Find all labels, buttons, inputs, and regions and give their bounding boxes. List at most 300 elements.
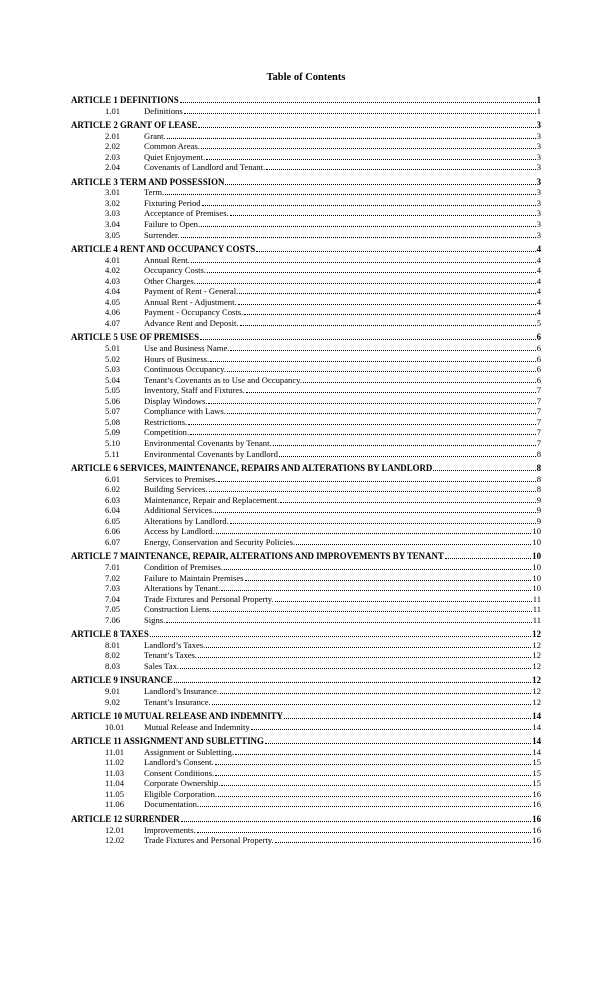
- article-heading-row[interactable]: [71, 332, 541, 343]
- section-row[interactable]: [71, 562, 541, 573]
- page-number: 12: [532, 696, 541, 707]
- section-row[interactable]: [71, 354, 541, 365]
- section-row[interactable]: [71, 573, 541, 584]
- dot-leader: [216, 533, 532, 534]
- section-row[interactable]: [71, 757, 541, 768]
- article-heading-row[interactable]: [71, 551, 541, 562]
- dot-leader: [221, 785, 531, 786]
- dot-leader: [279, 456, 536, 457]
- page-number: 8: [536, 484, 541, 495]
- article-heading: ARTICLE 10 MUTUAL RELEASE AND INDEMNITY: [71, 711, 283, 722]
- section-title: Trade Fixtures and Personal Property.: [144, 835, 274, 846]
- section-row[interactable]: [71, 789, 541, 800]
- page-number: 4: [536, 244, 541, 255]
- page-number: 7: [536, 385, 541, 396]
- article-heading-row[interactable]: [71, 736, 541, 747]
- section-title: Payment - Occupancy Costs.: [144, 307, 244, 318]
- section-number: 2.01: [105, 130, 121, 141]
- section-number: 10.01: [105, 721, 125, 732]
- article-block: [71, 814, 541, 846]
- section-title: Term.: [144, 187, 165, 198]
- page-number: 12: [532, 639, 541, 650]
- article-heading-row[interactable]: [71, 120, 541, 131]
- section-row[interactable]: [71, 131, 541, 142]
- page-number: 11: [532, 593, 541, 604]
- dot-leader: [296, 544, 531, 545]
- section-number: 11.02: [105, 757, 125, 768]
- dot-leader: [209, 491, 536, 492]
- page-number: 6: [536, 343, 541, 354]
- section-title: Landlord’s Consent.: [144, 757, 214, 768]
- dot-leader: [200, 339, 535, 340]
- section-row[interactable]: [71, 537, 541, 548]
- dot-leader: [191, 262, 536, 263]
- section-title: Use and Business Name.: [144, 343, 230, 354]
- section-title: Covenants of Landlord and Tenant.: [144, 162, 266, 173]
- page-number: 16: [532, 835, 541, 846]
- dot-leader: [230, 350, 535, 351]
- section-row[interactable]: [71, 747, 541, 758]
- dot-leader: [198, 657, 531, 658]
- article-block: [71, 177, 541, 240]
- section-row[interactable]: [71, 406, 541, 417]
- page-number: 7: [536, 437, 541, 448]
- dot-leader: [165, 194, 536, 195]
- section-row[interactable]: [71, 778, 541, 789]
- section-row[interactable]: [71, 364, 541, 375]
- section-number: 6.07: [105, 536, 121, 547]
- section-title: Acceptance of Premises.: [144, 208, 229, 219]
- section-number: 5.08: [105, 416, 121, 427]
- section-title: Inventory, Staff and Fixtures.: [144, 385, 245, 396]
- section-number: 4.03: [105, 275, 121, 286]
- dot-leader: [198, 127, 535, 128]
- section-number: 7.05: [105, 604, 121, 615]
- article-block: [71, 711, 541, 732]
- section-row[interactable]: [71, 661, 541, 672]
- page-number: 12: [532, 675, 541, 686]
- section-row[interactable]: [71, 438, 541, 449]
- dot-leader: [150, 636, 531, 637]
- dot-leader: [218, 481, 535, 482]
- page-number: 12: [532, 650, 541, 661]
- page-number: 10: [532, 526, 541, 537]
- section-title: Restrictions.: [144, 416, 188, 427]
- dot-leader: [230, 215, 536, 216]
- dot-leader: [256, 251, 535, 252]
- section-row[interactable]: [71, 141, 541, 152]
- page-number: 3: [536, 208, 541, 219]
- section-row[interactable]: [71, 594, 541, 605]
- dot-leader: [265, 743, 531, 744]
- dot-leader: [197, 283, 536, 284]
- page-number: 11: [532, 604, 541, 615]
- section-row[interactable]: [71, 722, 541, 733]
- section-title: Fixturing Period: [144, 197, 201, 208]
- section-number: 6.04: [105, 505, 121, 516]
- dot-leader: [201, 148, 536, 149]
- section-number: 4.04: [105, 286, 121, 297]
- article-block: [71, 332, 541, 459]
- section-row[interactable]: [71, 417, 541, 428]
- section-row[interactable]: [71, 297, 541, 308]
- section-row[interactable]: [71, 187, 541, 198]
- section-row[interactable]: [71, 526, 541, 537]
- page-number: 14: [532, 711, 541, 722]
- article-heading: ARTICLE 6 SERVICES, MAINTENANCE, REPAIRS AND ALTERATIONS BY LANDLORD: [71, 463, 433, 474]
- section-title: Failure to Maintain Premises: [144, 572, 244, 583]
- section-title: Advance Rent and Deposit.: [144, 317, 239, 328]
- section-title: Sales Tax.: [144, 660, 180, 671]
- section-row[interactable]: [71, 516, 541, 527]
- page-number: 7: [536, 416, 541, 427]
- page-number: 3: [536, 141, 541, 152]
- section-row[interactable]: [71, 219, 541, 230]
- section-number: 3.02: [105, 197, 121, 208]
- page-number: 16: [532, 799, 541, 810]
- dot-leader: [303, 382, 536, 383]
- article-block: [71, 120, 541, 173]
- dot-leader: [180, 668, 531, 669]
- dot-leader: [238, 304, 536, 305]
- section-title: Definitions: [144, 105, 183, 116]
- dot-leader: [190, 434, 536, 435]
- page-number: 4: [536, 296, 541, 307]
- dot-leader: [284, 718, 531, 719]
- page-number: 9: [536, 505, 541, 516]
- page-number: 14: [532, 721, 541, 732]
- dot-leader: [230, 523, 536, 524]
- article-block: [71, 244, 541, 328]
- section-row[interactable]: [71, 825, 541, 836]
- page-number: 4: [536, 265, 541, 276]
- section-title: Environmental Covenants by Tenant.: [144, 437, 272, 448]
- page-number: 7: [536, 395, 541, 406]
- page-number: 9: [536, 494, 541, 505]
- section-title: Assignment or Subletting.: [144, 746, 234, 757]
- dot-leader: [184, 113, 536, 114]
- article-heading-row[interactable]: [71, 675, 541, 686]
- dot-leader: [273, 445, 536, 446]
- section-row[interactable]: [71, 396, 541, 407]
- dot-leader: [197, 832, 532, 833]
- section-number: 6.01: [105, 473, 121, 484]
- dot-leader: [207, 272, 536, 273]
- section-number: 11.03: [105, 767, 125, 778]
- page-number: 7: [536, 427, 541, 438]
- dot-leader: [206, 159, 536, 160]
- article-block: [71, 736, 541, 810]
- section-title: Services to Premises.: [144, 473, 218, 484]
- article-heading-row[interactable]: [71, 711, 541, 722]
- page-number: 5: [536, 317, 541, 328]
- section-number: 3.05: [105, 229, 121, 240]
- section-row[interactable]: [71, 427, 541, 438]
- section-title: Building Services.: [144, 484, 208, 495]
- section-title: Display Windows.: [144, 395, 208, 406]
- section-row[interactable]: [71, 230, 541, 241]
- section-title: Construction Liens.: [144, 604, 212, 615]
- section-row[interactable]: [71, 449, 541, 460]
- section-number: 6.02: [105, 484, 121, 495]
- page-number: 4: [536, 307, 541, 318]
- article-heading-row[interactable]: [71, 95, 541, 106]
- dot-leader: [174, 682, 531, 683]
- dot-leader: [225, 184, 535, 185]
- section-row[interactable]: [71, 255, 541, 266]
- section-row[interactable]: [71, 276, 541, 287]
- section-number: 5.10: [105, 437, 121, 448]
- section-number: 2.04: [105, 162, 121, 173]
- page-number: 10: [532, 536, 541, 547]
- section-row[interactable]: [71, 152, 541, 163]
- section-number: 5.02: [105, 353, 121, 364]
- page-number: 3: [536, 197, 541, 208]
- article-heading: ARTICLE 3 TERM AND POSSESSION: [71, 176, 225, 187]
- section-number: 11.06: [105, 799, 125, 810]
- section-title: Signs.: [144, 614, 166, 625]
- section-row[interactable]: [71, 615, 541, 626]
- page-number: 8: [536, 448, 541, 459]
- dot-leader: [206, 647, 531, 648]
- section-number: 9.01: [105, 685, 121, 696]
- dot-leader: [227, 371, 536, 372]
- dot-leader: [244, 314, 535, 315]
- dot-leader: [251, 729, 532, 730]
- section-number: 5.03: [105, 364, 121, 375]
- page-number: 8: [536, 473, 541, 484]
- page-number: 6: [536, 353, 541, 364]
- section-row[interactable]: [71, 106, 541, 117]
- section-row[interactable]: [71, 318, 541, 329]
- section-title: Compliance with Laws.: [144, 406, 226, 417]
- dot-leader: [213, 611, 532, 612]
- section-title: Annual Rent.: [144, 254, 190, 265]
- section-title: Documentation.: [144, 799, 200, 810]
- dot-leader: [266, 169, 536, 170]
- section-number: 7.04: [105, 593, 121, 604]
- section-row[interactable]: [71, 505, 541, 516]
- section-number: 4.01: [105, 254, 121, 265]
- section-number: 3.01: [105, 187, 121, 198]
- dot-leader: [275, 842, 532, 843]
- section-number: 3.03: [105, 208, 121, 219]
- page-number: 6: [536, 374, 541, 385]
- article-block: [71, 629, 541, 671]
- section-row[interactable]: [71, 343, 541, 354]
- dot-leader: [167, 138, 536, 139]
- section-title: Surrender.: [144, 229, 180, 240]
- dot-leader: [202, 205, 536, 206]
- section-title: Energy, Conservation and Security Policies.: [144, 536, 296, 547]
- page-number: 3: [536, 162, 541, 173]
- dot-leader: [180, 102, 536, 103]
- article-heading-row[interactable]: [71, 629, 541, 640]
- section-row[interactable]: [71, 650, 541, 661]
- section-number: 5.05: [105, 385, 121, 396]
- page-number: 6: [536, 332, 541, 343]
- article-heading: ARTICLE 4 RENT AND OCCUPANCY COSTS: [71, 244, 256, 255]
- dot-leader: [240, 325, 536, 326]
- page-number: 10: [532, 551, 541, 562]
- section-title: Payment of Rent - General.: [144, 286, 239, 297]
- page-number: 3: [536, 130, 541, 141]
- section-title: Maintenance, Repair and Replacement.: [144, 494, 280, 505]
- dot-leader: [235, 754, 531, 755]
- section-number: 8.02: [105, 650, 121, 661]
- section-number: 6.03: [105, 494, 121, 505]
- section-row[interactable]: [71, 768, 541, 779]
- article-heading-row[interactable]: [71, 814, 541, 825]
- section-number: 4.07: [105, 317, 121, 328]
- section-row[interactable]: [71, 162, 541, 173]
- article-heading: ARTICLE 1 DEFINITIONS: [71, 95, 179, 105]
- section-number: 2.03: [105, 151, 121, 162]
- page-number: 12: [532, 629, 541, 640]
- section-row[interactable]: [71, 286, 541, 297]
- section-title: Other Charges.: [144, 275, 196, 286]
- section-row[interactable]: [71, 198, 541, 209]
- article-heading: ARTICLE 2 GRANT OF LEASE: [71, 120, 198, 131]
- page-number: 9: [536, 515, 541, 526]
- section-title: Additional Services.: [144, 505, 215, 516]
- section-title: Tenant’s Covenants as to Use and Occupancy.: [144, 374, 303, 385]
- section-row[interactable]: [71, 604, 541, 615]
- dot-leader: [181, 237, 536, 238]
- section-number: 12.02: [105, 835, 125, 846]
- section-number: 7.01: [105, 561, 121, 572]
- dot-leader: [227, 413, 536, 414]
- section-row[interactable]: [71, 697, 541, 708]
- section-number: 12.01: [105, 824, 125, 835]
- section-number: 5.04: [105, 374, 121, 385]
- article-heading: ARTICLE 9 INSURANCE: [71, 675, 173, 686]
- section-number: 8.03: [105, 660, 121, 671]
- page-title: Table of Contents: [266, 72, 346, 83]
- page-number: 3: [536, 151, 541, 162]
- dot-leader: [224, 569, 531, 570]
- section-row[interactable]: [71, 495, 541, 506]
- section-number: 7.03: [105, 583, 121, 594]
- dot-leader: [215, 775, 531, 776]
- page-number: 4: [536, 254, 541, 265]
- section-number: 7.06: [105, 614, 121, 625]
- section-number: 11.04: [105, 778, 125, 789]
- section-number: 8.01: [105, 639, 121, 650]
- page-number: 6: [536, 364, 541, 375]
- section-title: Tenant’s Taxes.: [144, 650, 198, 661]
- article-block: [71, 675, 541, 707]
- section-number: 6.06: [105, 526, 121, 537]
- page-number: 15: [532, 757, 541, 768]
- article-heading: ARTICLE 11 ASSIGNMENT AND SUBLETTING: [71, 736, 264, 747]
- section-row[interactable]: [71, 474, 541, 485]
- section-number: 5.07: [105, 406, 121, 417]
- section-title: Continuous Occupancy.: [144, 364, 227, 375]
- dot-leader: [212, 704, 532, 705]
- article-block: [71, 95, 541, 116]
- section-row[interactable]: [71, 385, 541, 396]
- page-number: 8: [536, 463, 541, 474]
- section-row[interactable]: [71, 640, 541, 651]
- page-number: 3: [536, 219, 541, 230]
- section-number: 4.05: [105, 296, 121, 307]
- section-number: 3.04: [105, 219, 121, 230]
- table-of-contents: [71, 95, 541, 850]
- article-heading-row[interactable]: [71, 244, 541, 255]
- dot-leader: [275, 601, 532, 602]
- section-title: Failure to Open.: [144, 219, 201, 230]
- section-row[interactable]: [71, 307, 541, 318]
- section-row[interactable]: [71, 583, 541, 594]
- page-number: 7: [536, 406, 541, 417]
- article-heading-row[interactable]: [71, 463, 541, 474]
- dot-leader: [433, 470, 535, 471]
- section-row[interactable]: [71, 686, 541, 697]
- section-title: Hours of Business.: [144, 353, 210, 364]
- dot-leader: [208, 403, 535, 404]
- dot-leader: [280, 502, 535, 503]
- section-number: 7.02: [105, 572, 121, 583]
- page-number: 10: [532, 561, 541, 572]
- section-title: Common Areas.: [144, 141, 200, 152]
- page-number: 16: [532, 814, 541, 824]
- section-title: Competition.: [144, 427, 190, 438]
- section-row[interactable]: [71, 375, 541, 386]
- section-number: 4.06: [105, 307, 121, 318]
- section-title: Landlord’s Taxes.: [144, 639, 206, 650]
- page-number: 3: [536, 120, 541, 131]
- dot-leader: [181, 821, 531, 822]
- section-row[interactable]: [71, 799, 541, 810]
- page-number: 12: [532, 685, 541, 696]
- page-number: 1: [536, 95, 541, 105]
- article-block: [71, 551, 541, 625]
- article-heading: ARTICLE 8 TAXES: [71, 629, 149, 640]
- section-title: Eligible Corporation.: [144, 788, 218, 799]
- page-number: 10: [532, 583, 541, 594]
- page-number: 3: [536, 176, 541, 187]
- section-title: Improvements.: [144, 824, 196, 835]
- section-title: Access by Landlord.: [144, 526, 215, 537]
- dot-leader: [246, 392, 536, 393]
- page-number: 14: [532, 746, 541, 757]
- section-row[interactable]: [71, 484, 541, 495]
- article-block: [71, 463, 541, 547]
- article-heading-row[interactable]: [71, 177, 541, 188]
- dot-leader: [188, 424, 535, 425]
- section-title: Annual Rent - Adjustment.: [144, 296, 237, 307]
- section-row[interactable]: [71, 265, 541, 276]
- section-row[interactable]: [71, 208, 541, 219]
- page-number: 16: [532, 824, 541, 835]
- dot-leader: [220, 693, 531, 694]
- dot-leader: [201, 226, 536, 227]
- section-number: 1.01: [105, 105, 121, 116]
- dot-leader: [239, 293, 535, 294]
- section-number: 5.11: [105, 448, 120, 459]
- page-number: 15: [532, 778, 541, 789]
- section-row[interactable]: [71, 835, 541, 846]
- section-number: 6.05: [105, 515, 121, 526]
- page-number: 15: [532, 767, 541, 778]
- section-number: 5.06: [105, 395, 121, 406]
- page-number: 4: [536, 275, 541, 286]
- article-heading: ARTICLE 12 SURRENDER: [71, 814, 180, 824]
- dot-leader: [200, 806, 531, 807]
- page-number: 16: [532, 788, 541, 799]
- dot-leader: [445, 558, 531, 559]
